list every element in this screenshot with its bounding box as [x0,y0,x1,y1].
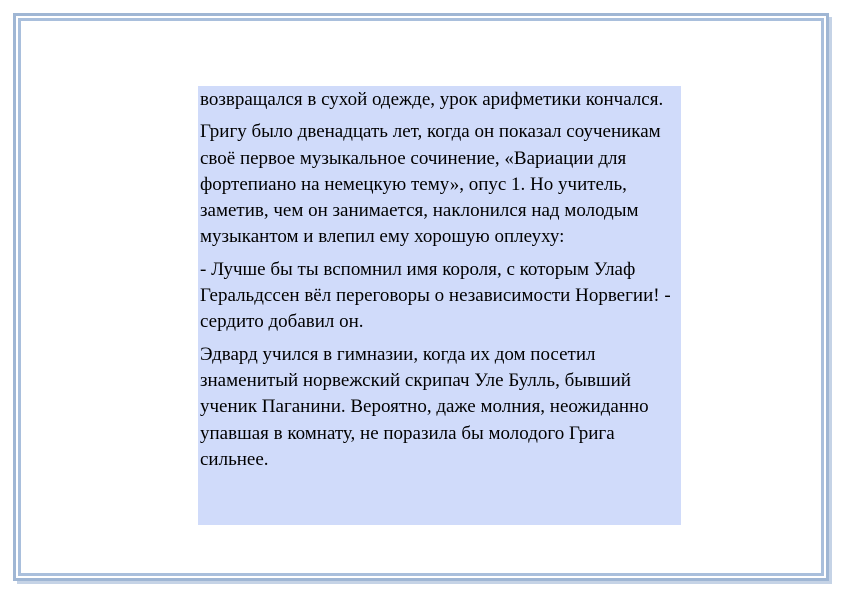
paragraph: возвращался в сухой одежде, урок арифметики кончался. [200,89,664,110]
paragraph: - Лучше бы ты вспомнил имя короля, с которым Улаф Геральдссен вёл переговоры о независимости Норвегии! - сердито добавил он. [200,258,671,333]
paragraph: Григу было двенадцать лет, когда он показал соученикам своё первое музыкальное сочинение, «Вариации для фортепиано на немецкую тему», опус 1. Но учитель, заметив, чем он занимается, наклонился над молодым музыкантом и влепил ему хорошую оплеуху: [200,121,661,248]
text-block [198,86,681,525]
paragraph: Эдвард учился в гимназии, когда их дом посетил знаменитый норвежский скрипач Уле Булль, бывший ученик Паганини. Вероятно, даже молния, неожиданно упавшая в комнату, не поразила бы молодого Грига сильнее. [200,343,649,470]
frame-shadow-right [829,17,832,583]
frame-shadow-bottom [17,581,832,584]
